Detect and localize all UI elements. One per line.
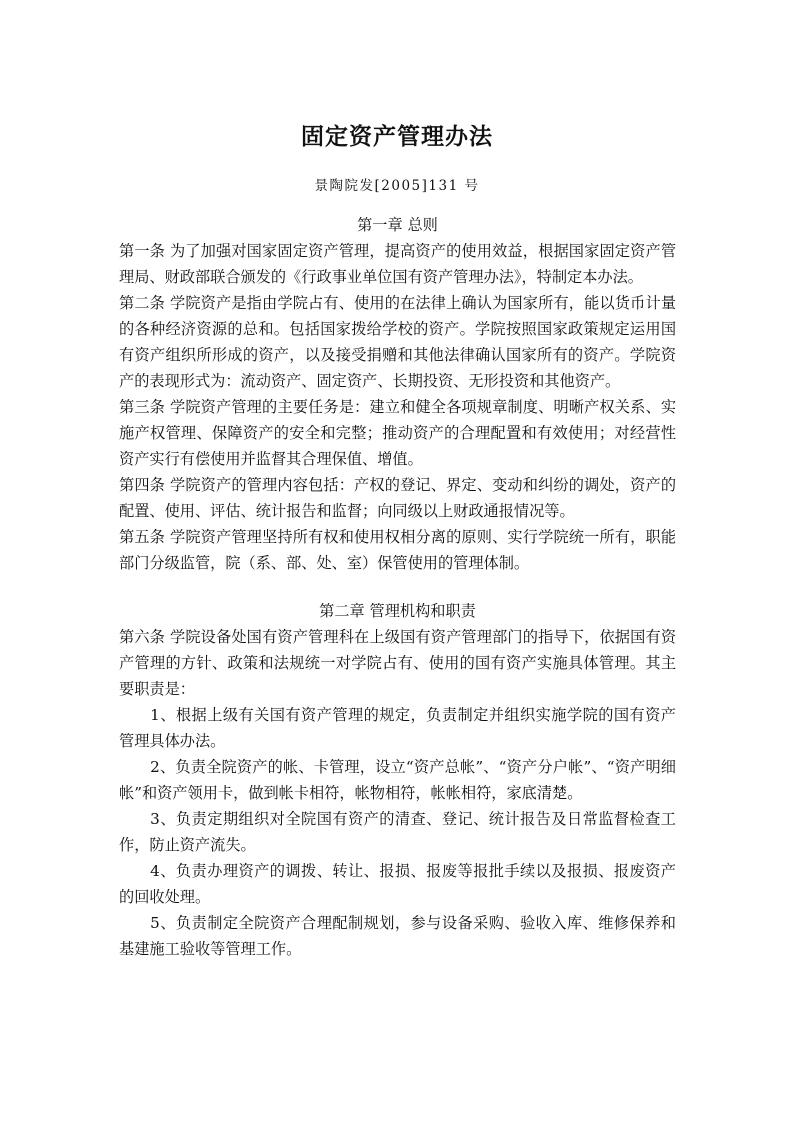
article-text: 学院资产的管理内容包括：产权的登记、界定、变动和纠纷的调处，资产的配置、使用、评估、统计报告和监督；向同级以上财政通报情况等。 — [119, 476, 677, 520]
chapter-heading: 第二章 管理机构和职责 — [319, 602, 476, 620]
chapter-heading: 第一章 总则 — [357, 216, 438, 234]
article-label: 第五条 — [119, 528, 166, 546]
duty-item: 2、负责全院资产的帐、卡管理，设立“资产总帐”、“资产分户帐”、“资产明细帐”和资产领用卡，做到帐卡相符，帐物相符，帐帐相符，家底清楚。 — [119, 758, 676, 802]
article-paragraph — [119, 624, 676, 702]
article-paragraph — [119, 290, 676, 394]
document-number: 景陶院发[2005]131 号 — [314, 178, 480, 194]
article-paragraph — [119, 524, 676, 576]
duty-item: 5、负责制定全院资产合理配制规划，参与设备采购、验收入库、维修保养和基建施工验收等管理工作。 — [119, 914, 676, 958]
document-title: 固定资产管理办法 — [301, 124, 493, 150]
document-body — [119, 212, 676, 962]
article-text: 为了加强对国家固定资产管理，提高资产的使用效益，根据国家固定资产管理局、财政部联合颁发的《行政事业单位国有资产管理办法》，特制定本办法。 — [119, 242, 677, 286]
article-label: 第二条 — [119, 294, 166, 312]
duty-item: 4、负责办理资产的调拨、转让、报损、报废等报批手续以及报损、报废资产的回收处理。 — [119, 862, 676, 906]
article-text: 学院资产是指由学院占有、使用的在法律上确认为国家所有，能以货币计量的各种经济资源的总和。包括国家拨给学校的资产。学院按照国家政策规定运用国有资产组织所形成的资产，以及接受捐赠和其他法律确认国家所有的资产。学院资产的表现形式为：流动资产、固定资产、长期投资、无形投资和其他资产。 — [119, 294, 677, 390]
article-text: 学院设备处国有资产管理科在上级国有资产管理部门的指导下，依据国有资产管理的方针、政策和法规统一对学院占有、使用的国有资产实施具体管理。其主要职责是： — [119, 628, 677, 698]
duty-item: 1、根据上级有关国有资产管理的规定，负责制定并组织实施学院的国有资产管理具体办法。 — [119, 706, 676, 750]
article-paragraph — [119, 394, 676, 472]
article-label: 第四条 — [119, 476, 166, 494]
article-label: 第六条 — [119, 628, 166, 646]
article-text: 学院资产管理的主要任务是：建立和健全各项规章制度、明晰产权关系、实施产权管理、保障资产的安全和完整；推动资产的合理配置和有效使用；对经营性资产实行有偿使用并监督其合理保值、增值。 — [119, 398, 677, 468]
article-paragraph — [119, 238, 676, 290]
article-paragraph — [119, 472, 676, 524]
duty-item: 3、负责定期组织对全院国有资产的清查、登记、统计报告及日常监督检查工作，防止资产流失。 — [119, 810, 676, 854]
article-label: 第一条 — [119, 242, 166, 260]
article-label: 第三条 — [119, 398, 166, 416]
article-text: 学院资产管理坚持所有权和使用权相分离的原则、实行学院统一所有，职能部门分级监管，院（系、部、处、室）保管使用的管理体制。 — [119, 528, 677, 572]
